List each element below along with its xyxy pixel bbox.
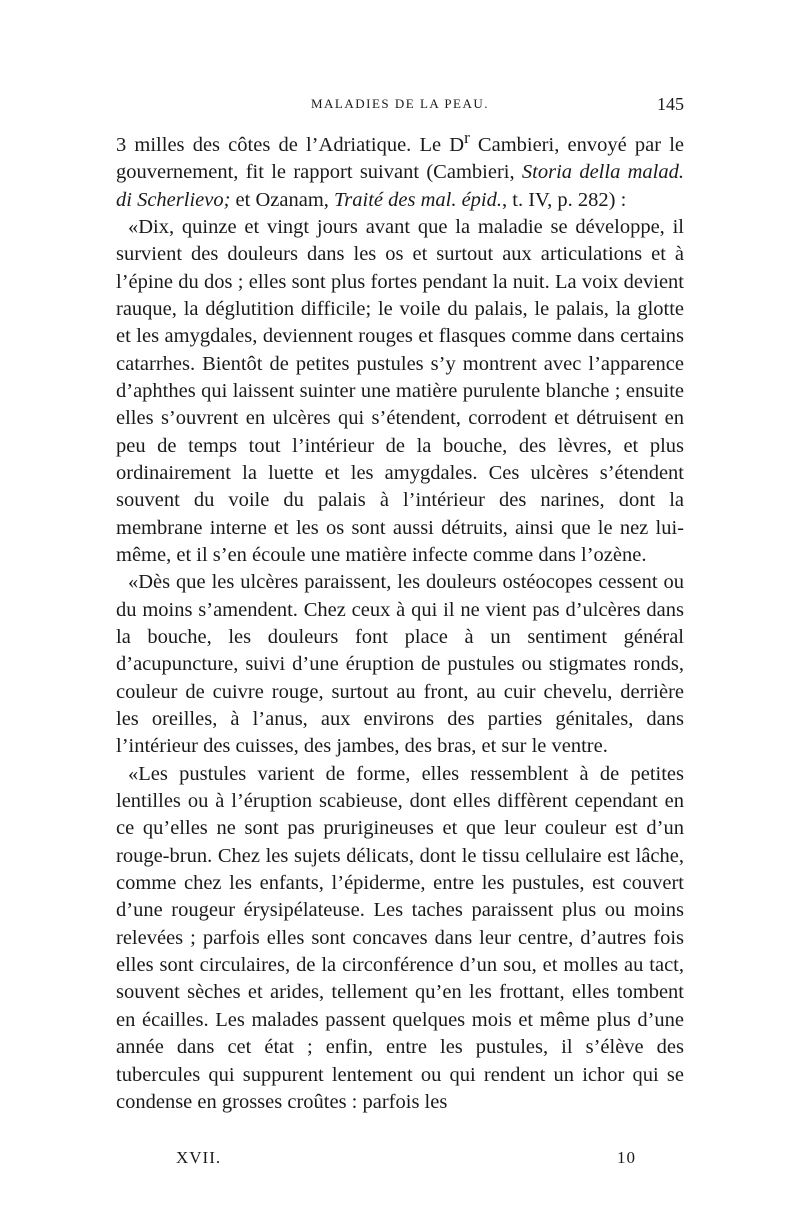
- sheet-number: 10: [617, 1148, 636, 1167]
- book-page: [116, 96, 684, 1116]
- page-number: 145: [657, 94, 684, 114]
- paragraph-2: «Dix, quinze et vingt jours avant que la maladie se développe, il survient des douleurs dans les os et surtout aux articulations et à l’épine du dos ; elles sont plus fortes pendant la nuit. La voix devient rauque, la déglutition difficile; le voile du palais, le palais, la glotte et les amygdales, deviennent rouges et flasques comme dans certains catarrhes. Bientôt de petites pustules s’y montrent avec l’apparence d’aphthes qui laissent suinter une matière purulente blanche ; ensuite elles s’ouvrent en ulcères qui s’étendent, corrodent et détruisent en peu de temps tout l’intérieur de la bouche, des lèvres, et plus ordinairement la luette et les amygdales. Ces ulcères s’étendent souvent du voile du palais à l’intérieur des narines, dont la membrane interne et les os sont aussi détruits, ainsi que le nez lui-même, et il s’en écoule une matière infecte comme dans l’ozène.: [116, 215, 684, 566]
- signature-mark: XVII.: [176, 1148, 222, 1167]
- paragraph-1: 3 milles des côtes de l’Adriatique. Le $D^r$ Cambieri, envoyé par le gouvernement, fit le rapport suivant (Cambieri, Storia della malad. di Scherlievo; et Ozanam, Traité des mal. épid., t. IV, p. 282) :: [116, 128, 685, 211]
- paragraph-4: «Les pustules varient de forme, elles ressemblent à de petites lentilles ou à l’éruption scabieuse, dont elles diffèrent cependant en ce qu’elles ne sont pas prurigineuses et que leur couleur est d’un rouge-brun. Chez les sujets délicats, dont le tissu cellulaire est lâche, comme chez les enfants, l’épiderme, entre les pustules, est couvert d’une rougeur érysipélateuse. Les taches paraissent plus ou moins relevées ; parfois elles sont concaves dans leur centre, d’autres fois elles sont circulaires, de la circonférence d’un sou, et molles au tact, souvent sèches et arides, tellement qu’en les frottant, elles tombent en écailles. Les malades passent quelques mois et même plus d’une année dans cet état ; enfin, entre les pustules, il s’élève des tubercules qui suppurent lentement ou qui rendent un ichor qui se condense en grosses croûtes : parfois les: [116, 762, 684, 1113]
- running-title: MALADIES DE LA PEAU.: [310, 96, 490, 111]
- running-header: [116, 96, 684, 124]
- paragraph-3: «Dès que les ulcères paraissent, les douleurs ostéocopes cessent ou du moins s’amendent. Chez ceux à qui il ne vient pas d’ulcères dans la bouche, les douleurs font place à un sentiment général d’acupuncture, suivi d’une éruption de pustules ou stigmates ronds, couleur de cuivre rouge, surtout au front, au cuir chevelu, derrière les oreilles, à l’anus, aux environs des parties génitales, dans l’intérieur des cuisses, des jambes, des bras, et sur le ventre.: [116, 571, 684, 758]
- body-text: [116, 124, 684, 1116]
